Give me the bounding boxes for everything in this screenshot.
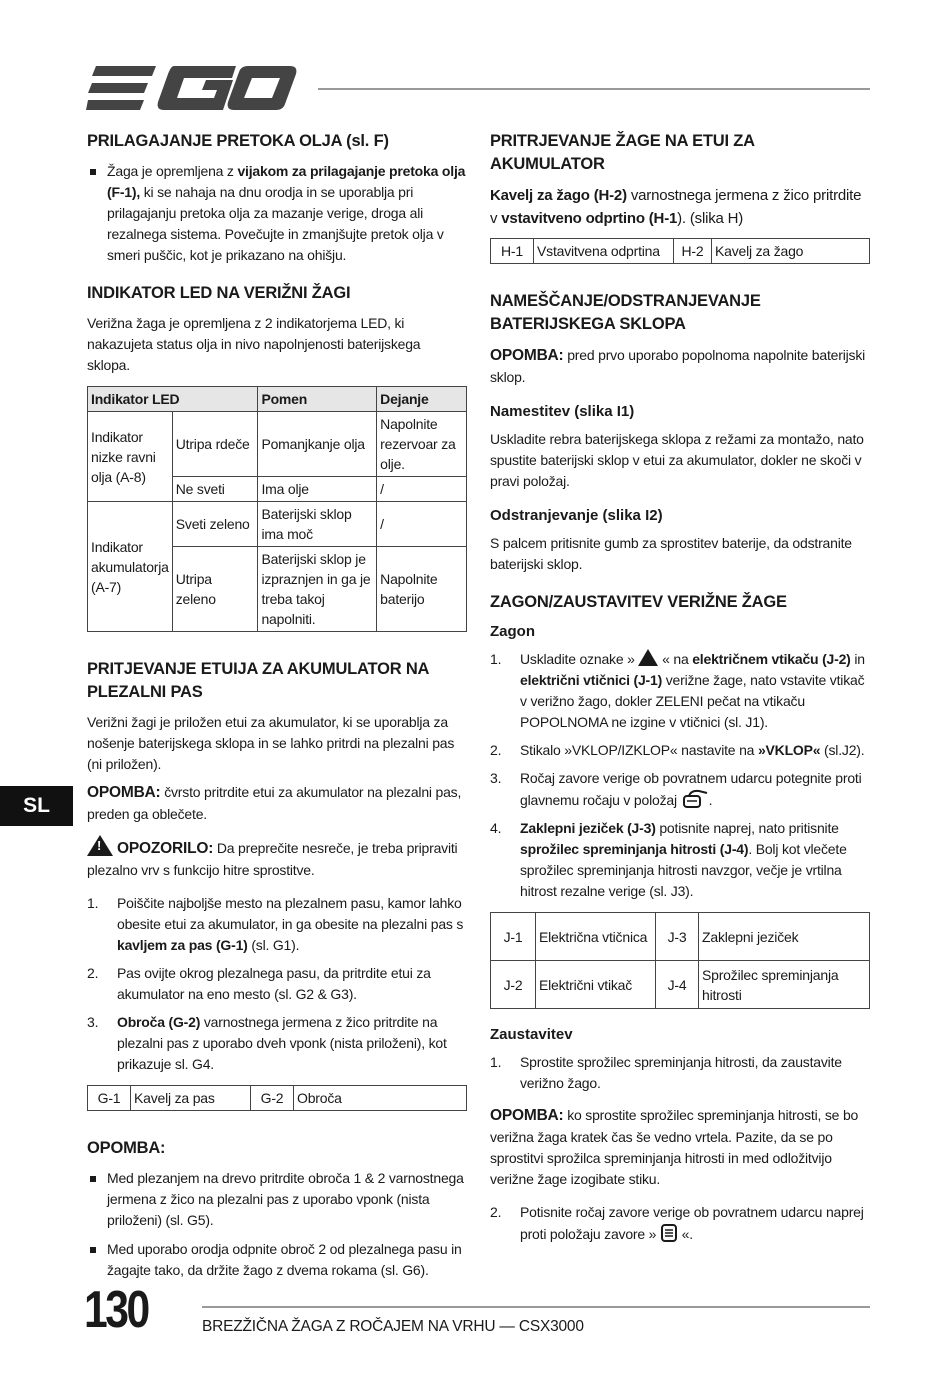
table-cell: J-2 bbox=[491, 961, 536, 1009]
note2-title: OPOMBA: bbox=[87, 1139, 166, 1157]
list-item: Žaga je opremljena z vijakom za prilagajanje pretoka olja (F-1), ki se nahaja na dnu orodja in se uporablja pri prilagajanju pretoka olja za mazanje verige, droga ali rezalnega sistema. Povečujte in zmanjšujte pretok olja v smeri puščic, kot je prikazano na ohišju. bbox=[87, 161, 467, 266]
table-cell: / bbox=[377, 477, 467, 502]
list-item: 2. Potisnite ročaj zavore verige ob povratnem udarcu naprej proti položaju zavore » «. bbox=[490, 1204, 864, 1242]
table-header: Dejanje bbox=[377, 387, 467, 412]
table-cell: Indikator nizke ravni olja (A-8) bbox=[88, 412, 173, 502]
table-header: Pomen bbox=[258, 387, 377, 412]
table-cell: Ne sveti bbox=[172, 477, 258, 502]
start-subtitle: Zagon bbox=[490, 623, 535, 640]
right-column bbox=[490, 130, 870, 1261]
list-item: Med uporabo orodja odpnite obroč 2 od plezalnega pasu in žagajte tako, da držite žago z dvema rokama (sl. G6). bbox=[87, 1239, 467, 1281]
table-cell: Utripa zeleno bbox=[172, 547, 258, 632]
language-tab: SL bbox=[0, 786, 73, 826]
g-legend-table bbox=[87, 1085, 467, 1111]
table-cell: Pomanjkanje olja bbox=[258, 412, 377, 477]
list-item: 1. Poiščite najboljše mesto na plezalnem pasu, kamor lahko obesite etui za akumulator, in ga obesite na plezalni pas s kavljem za pas (G-1) (sl. G1). bbox=[87, 895, 464, 953]
note2-list bbox=[87, 1168, 467, 1281]
table-cell: Sveti zeleno bbox=[172, 502, 258, 547]
start-section bbox=[490, 591, 870, 1245]
h-legend-table bbox=[490, 238, 870, 264]
list-item: 4. Zaklepni jeziček (J-3) potisnite naprej, nato pritisnite sprožilec spreminjanja hitrosti (J-4). Bolj kot vlečete sprožilec spreminjanja hitrosti navzgor, večje je vrtilna hitrost rezalne verige (sl. J3). bbox=[490, 820, 847, 899]
list-item: 2. Pas ovijte okrog plezalnega pasu, da pritrdite etui za akumulator na eno mesto (sl. G2 & G3). bbox=[87, 965, 431, 1002]
led-title: INDIKATOR LED NA VERIŽNI ŽAGI bbox=[87, 284, 351, 302]
left-column bbox=[87, 130, 467, 1297]
table-cell: Ima olje bbox=[258, 477, 377, 502]
led-table bbox=[87, 386, 467, 632]
belt-warning: !OPOZORILO: Da preprečite nesreče, je treba pripraviti plezalno vrv s funkcijo hitre sprostitve. bbox=[87, 835, 467, 881]
attach-text: Kavelj za žago (H-2) varnostnega jermena z žico pritrdite v vstavitveno odprtino (H-1). (slika H) bbox=[490, 187, 862, 227]
oil-flow-section bbox=[87, 130, 467, 266]
table-cell: Baterijski sklop ima moč bbox=[258, 502, 377, 547]
brake-released-icon bbox=[681, 789, 709, 809]
stop-steps-2 bbox=[490, 1202, 870, 1245]
belt-title: PRITJEVANJE ETUIJA ZA AKUMULATOR NA PLEZALNI PAS bbox=[87, 660, 429, 701]
table-cell: Obroča bbox=[294, 1086, 467, 1111]
table-cell: J-4 bbox=[656, 961, 699, 1009]
table-cell: Kavelj za žago bbox=[712, 239, 870, 264]
ego-logo bbox=[86, 64, 298, 114]
led-section bbox=[87, 282, 467, 632]
install-text: Uskladite rebra baterijskega sklopa z režami za montažo, nato spustite baterijski sklop v etui za akumulator, dokler ne skoči v pravi položaj. bbox=[490, 431, 864, 489]
attach-section bbox=[490, 130, 870, 264]
table-cell: Električni vtikač bbox=[536, 961, 656, 1009]
start-title: ZAGON/ZAUSTAVITEV VERIŽNE ŽAGE bbox=[490, 593, 787, 611]
belt-intro: Verižni žagi je priložen etui za akumulator, ki se uporablja za nošenje baterijskega sklopa in se lahko pritrdi na plezalni pas (ni priložen). bbox=[87, 714, 455, 772]
triangle-marker-icon bbox=[638, 649, 658, 666]
table-cell: Utripa rdeče bbox=[172, 412, 258, 477]
remove-title: Odstranjevanje (slika I2) bbox=[490, 507, 663, 524]
battery-section bbox=[490, 290, 870, 575]
table-cell: Baterijski sklop je izpraznjen in ga je treba takoj napolniti. bbox=[258, 547, 377, 632]
led-intro: Verižna žaga je opremljena z 2 indikatorjema LED, ki nakazujeta status olja in nivo napolnjenosti baterijskega sklopa. bbox=[87, 315, 421, 373]
header-rule bbox=[318, 88, 870, 90]
list-item: Med plezanjem na drevo pritrdite obroča 1 & 2 varnostnega jermena z žico na plezalni pas z uporabo vponk (nista priloženi) (sl. G5). bbox=[87, 1168, 467, 1231]
warning-icon bbox=[87, 835, 113, 856]
brake-engaged-icon bbox=[660, 1223, 678, 1243]
list-item: 3. Ročaj zavore verige ob povratnem udarcu potegnite proti glavnemu ročaju v položaj . bbox=[490, 770, 862, 808]
note2-section bbox=[87, 1137, 467, 1281]
list-item: 2. Stikalo »VKLOP/IZKLOP« nastavite na »VKLOP« (sl.J2). bbox=[490, 742, 865, 758]
footer-title: BREZŽIČNA ŽAGA Z ROČAJEM NA VRHU — CSX3000 bbox=[202, 1318, 584, 1335]
install-title: Namestitev (slika I1) bbox=[490, 403, 635, 420]
table-cell: Zaklepni jeziček bbox=[699, 913, 870, 961]
battery-note: OPOMBA: pred prvo uporabo popolnoma napolnite baterijski sklop. bbox=[490, 347, 866, 385]
oil-flow-title: PRILAGAJANJE PRETOKA OLJA (sl. F) bbox=[87, 132, 389, 150]
table-cell: Električna vtičnica bbox=[536, 913, 656, 961]
table-cell: Napolnite rezervoar za olje. bbox=[377, 412, 467, 477]
table-cell: Indikator akumulatorja (A-7) bbox=[88, 502, 173, 632]
remove-text: S palcem pritisnite gumb za sprostitev baterije, da odstranite baterijski sklop. bbox=[490, 535, 852, 572]
stop-title: Zaustavitev bbox=[490, 1026, 573, 1043]
list-item: 3. Obroča (G-2) varnostnega jermena z žico pritrdite na plezalni pas z uporabo dveh vponk (nista priloženi), kot prikazuje sl. G4. bbox=[87, 1014, 447, 1072]
list-item: 1. Sprostite sprožilec spreminjanja hitrosti, da zaustavite verižno žago. bbox=[490, 1054, 842, 1091]
page-number: 130 bbox=[84, 1281, 148, 1339]
table-cell: G-1 bbox=[88, 1086, 131, 1111]
belt-steps bbox=[87, 893, 467, 1075]
table-cell: Kavelj za pas bbox=[131, 1086, 251, 1111]
table-cell: H-1 bbox=[491, 239, 534, 264]
list-item: 1. Uskladite oznake » « na električnem vtikaču (J-2) in električni vtičnici (J-1) verižne žage, nato vstavite vtikač v verižno žago, dokler ZELENI pečat na vtikaču POPOLNOMA ne izgine v vtičnici (sl. J1). bbox=[490, 651, 865, 730]
table-cell: J-3 bbox=[656, 913, 699, 961]
table-cell: J-1 bbox=[491, 913, 536, 961]
belt-section bbox=[87, 658, 467, 1111]
belt-note: OPOMBA: čvrsto pritrdite etui za akumulator na plezalni pas, preden ga oblečete. bbox=[87, 784, 462, 822]
table-header: Indikator LED bbox=[88, 387, 258, 412]
table-cell: Vstavitvena odprtina bbox=[534, 239, 674, 264]
table-cell: G-2 bbox=[251, 1086, 294, 1111]
start-steps bbox=[490, 649, 870, 902]
j-legend-table bbox=[490, 912, 870, 1009]
oil-flow-list bbox=[87, 161, 467, 266]
table-cell: Napolnite baterijo bbox=[377, 547, 467, 632]
table-cell: Sprožilec spreminjanja hitrosti bbox=[699, 961, 870, 1009]
footer-rule bbox=[202, 1306, 870, 1308]
stop-note: OPOMBA: ko sprostite sprožilec spreminjanja hitrosti, se bo verižna žaga kratek čas še vedno vrtela. Pazite, da se po sprostitvi sprožilca spreminjanja hitrosti in med odložitvijo verižne žage izogibate stiku. bbox=[490, 1107, 859, 1187]
battery-title: NAMEŠČANJE/ODSTRANJEVANJE BATERIJSKEGA SKLOPA bbox=[490, 292, 761, 333]
attach-title: PRITRJEVANJE ŽAGE NA ETUI ZA AKUMULATOR bbox=[490, 132, 755, 173]
stop-steps-1 bbox=[490, 1052, 870, 1094]
table-cell: H-2 bbox=[674, 239, 712, 264]
table-cell: / bbox=[377, 502, 467, 547]
